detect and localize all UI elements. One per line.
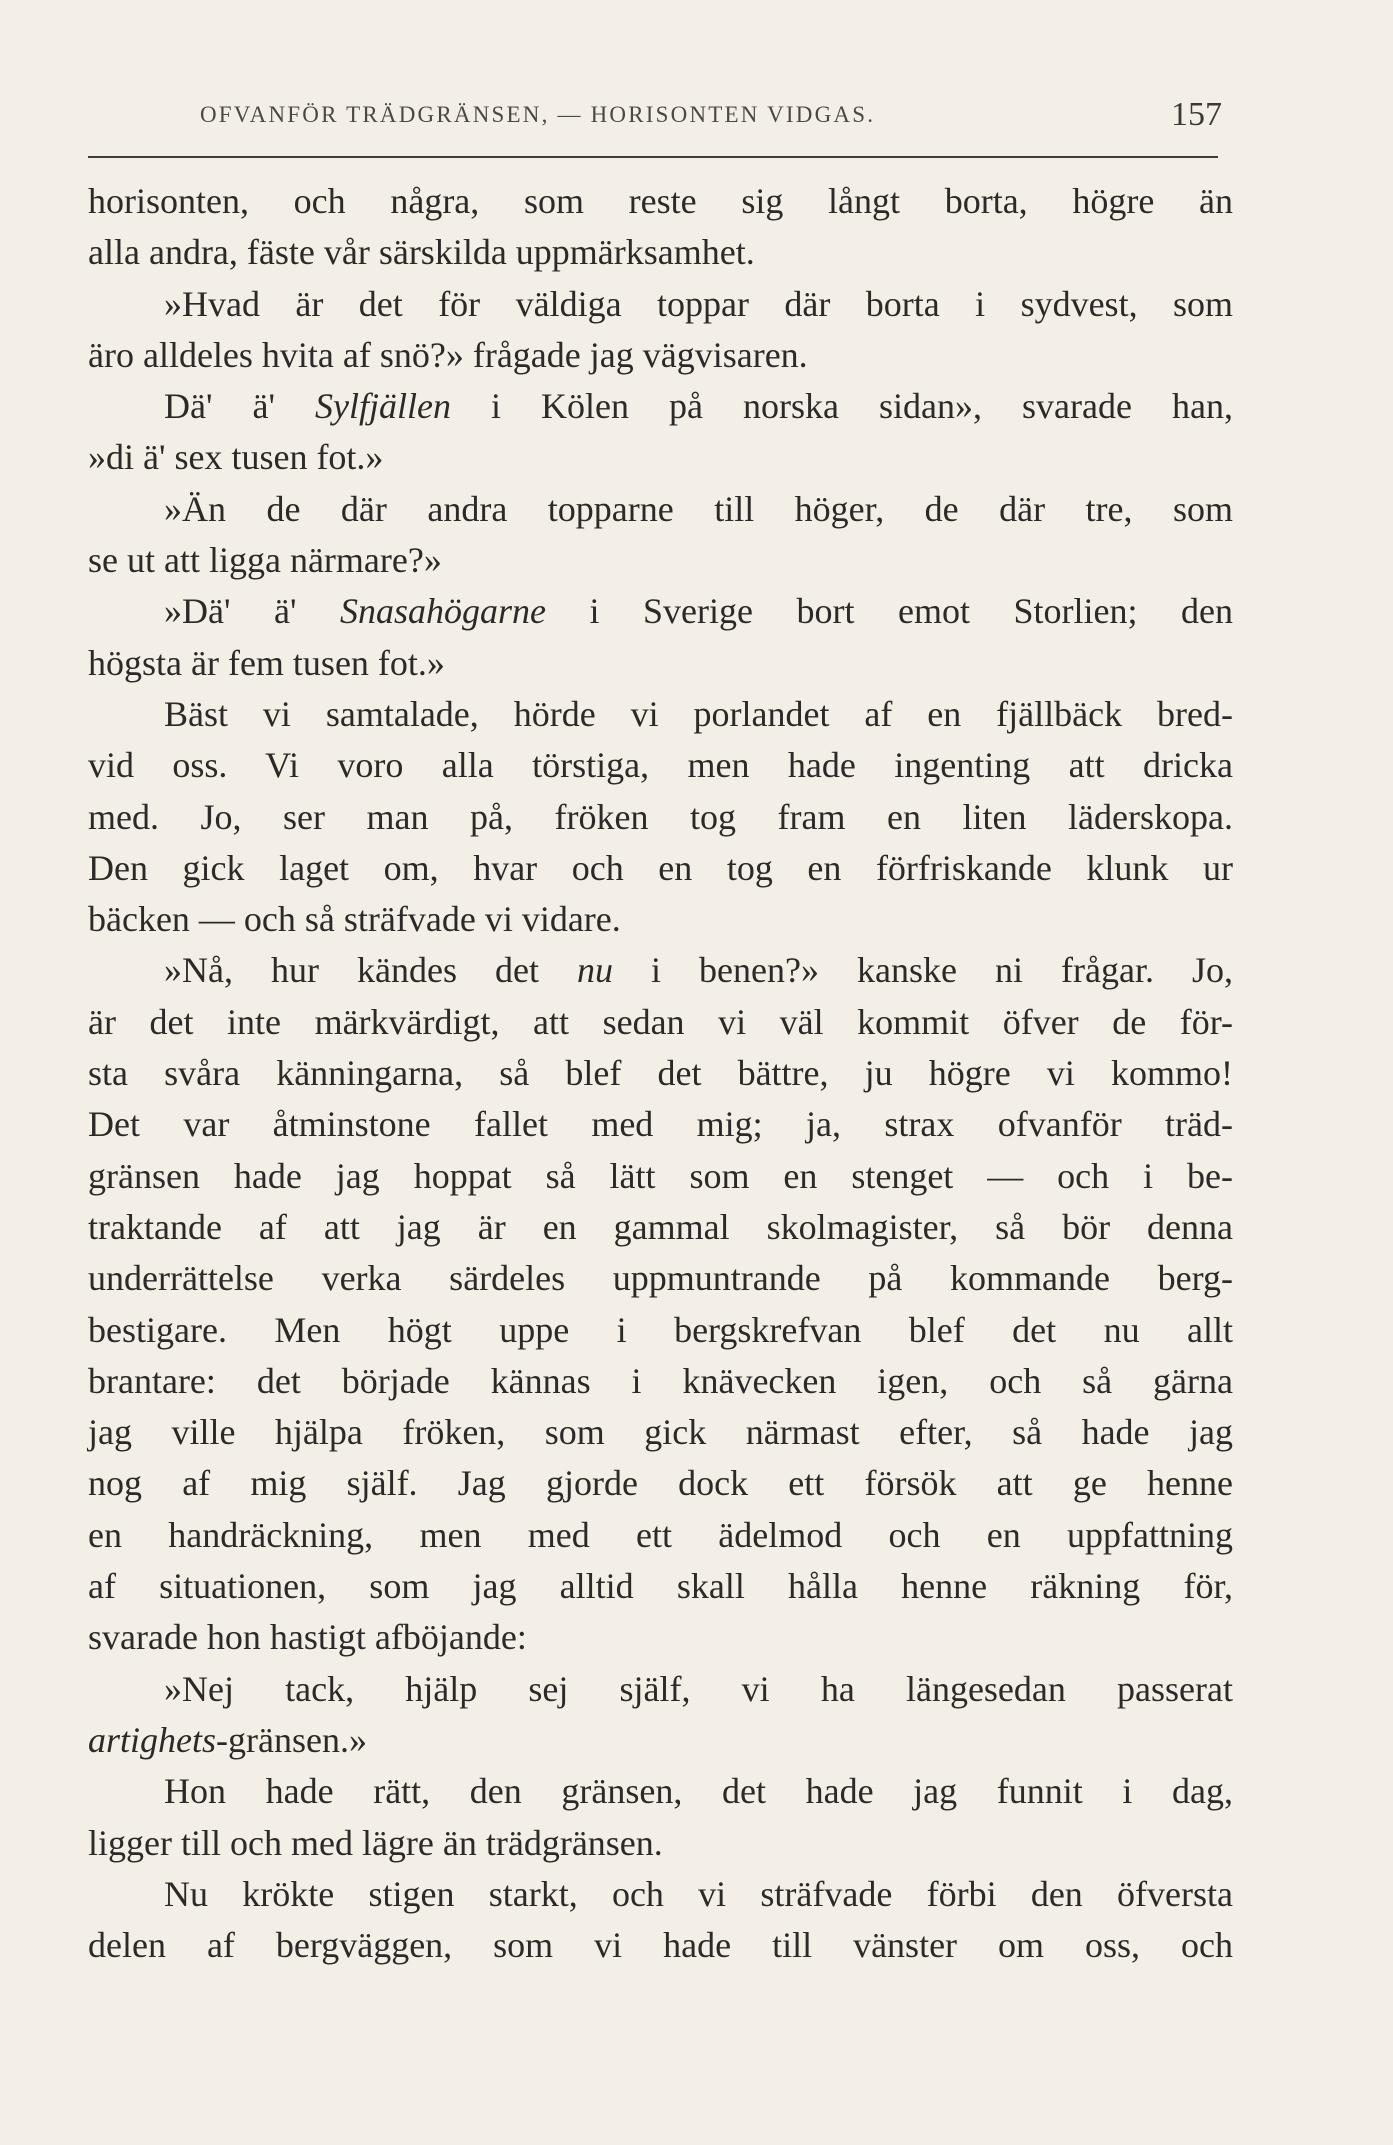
- header-rule: [88, 156, 1218, 158]
- text-line: [88, 432, 1233, 483]
- running-head: OFVANFÖR TRÄDGRÄNSEN, — HORISONTEN VIDGAS.: [200, 102, 876, 127]
- text-span: Nu krökte stigen starkt, och vi sträfvade förbi den öfversta: [164, 1873, 1233, 1914]
- text-line: [88, 1766, 1233, 1817]
- text-line: [88, 535, 1233, 586]
- text-line: [88, 1458, 1233, 1509]
- text-span: »Än de där andra topparne till höger, de där tre, som: [164, 488, 1233, 529]
- text-span: med. Jo, ser man på, fröken tog fram en liten läderskopa.: [88, 796, 1233, 837]
- text-line: [88, 279, 1233, 330]
- text-span: Bäst vi samtalade, hörde vi porlandet af en fjällbäck bred-: [164, 693, 1233, 734]
- text-line: [88, 1561, 1233, 1612]
- text-line: [88, 1151, 1233, 1202]
- text-line: [88, 1048, 1233, 1099]
- text-span: sta svåra känningarna, så blef det bättre, ju högre vi kommo!: [88, 1053, 1233, 1094]
- text-span: traktande af att jag är en gammal skolmagister, så bör denna: [88, 1206, 1233, 1247]
- text-span: »di ä' sex tusen fot.»: [88, 437, 384, 478]
- text-span: »Hvad är det för väldiga toppar där borta i sydvest, som: [164, 283, 1233, 324]
- italic-text: nu: [577, 950, 613, 991]
- text-span: svarade hon hastigt afböjande:: [88, 1617, 527, 1658]
- text-line: [88, 176, 1233, 227]
- text-span: Den gick laget om, hvar och en tog en förfriskande klunk ur: [88, 847, 1233, 888]
- text-span: är det inte märkvärdigt, att sedan vi väl kommit öfver de för-: [88, 1001, 1233, 1042]
- text-line: [88, 843, 1233, 894]
- text-span: underrättelse verka särdeles uppmuntrande på kommande berg-: [88, 1258, 1233, 1299]
- text-span: äro alldeles hvita af snö?» frågade jag vägvisaren.: [88, 334, 808, 375]
- text-span: delen af bergväggen, som vi hade till vänster om oss, och: [88, 1925, 1233, 1966]
- text-line: [88, 1305, 1233, 1356]
- text-line: [88, 1510, 1233, 1561]
- text-line: [88, 1612, 1233, 1663]
- text-span: i Sverige bort emot Storlien; den: [545, 591, 1233, 632]
- text-span: brantare: det började kännas i knävecken igen, och så gärna: [88, 1360, 1233, 1401]
- text-span: jag ville hjälpa fröken, som gick närmast efter, så hade jag: [88, 1412, 1233, 1453]
- text-span: i benen?» kanske ni frågar. Jo,: [613, 950, 1233, 991]
- text-line: [88, 586, 1233, 637]
- text-line: [88, 1202, 1233, 1253]
- text-line: [88, 484, 1233, 535]
- text-span: »Dä' ä': [164, 591, 340, 632]
- text-span: »Nå, hur kändes det: [164, 950, 577, 991]
- text-line: [88, 1869, 1233, 1920]
- text-span: nog af mig själf. Jag gjorde dock ett försök att ge henne: [88, 1463, 1233, 1504]
- text-span: bäcken — och så sträfvade vi vidare.: [88, 899, 621, 940]
- page-header: [88, 98, 1238, 144]
- text-line: [88, 330, 1233, 381]
- text-line: [88, 792, 1233, 843]
- text-span: Det var åtminstone fallet med mig; ja, strax ofvanför träd-: [88, 1104, 1233, 1145]
- text-span: en handräckning, men med ett ädelmod och en uppfattning: [88, 1514, 1233, 1555]
- text-line: [88, 638, 1233, 689]
- text-span: ligger till och med lägre än trädgränsen.: [88, 1822, 663, 1863]
- text-line: [88, 689, 1233, 740]
- text-span: »Nej tack, hjälp sej själf, vi ha längesedan passerat: [164, 1668, 1233, 1709]
- text-span: -gränsen.»: [216, 1719, 367, 1760]
- text-span: alla andra, fäste vår särskilda uppmärksamhet.: [88, 232, 755, 273]
- text-span: högsta är fem tusen fot.»: [88, 642, 445, 683]
- italic-text: artighets: [88, 1719, 217, 1760]
- text-span: Dä' ä': [164, 386, 315, 427]
- text-line: [88, 1099, 1233, 1150]
- text-line: [88, 1920, 1233, 1971]
- text-line: [88, 1818, 1233, 1869]
- text-span: af situationen, som jag alltid skall hålla henne räkning för,: [88, 1566, 1233, 1607]
- text-span: vid oss. Vi voro alla törstiga, men hade ingenting att dricka: [88, 745, 1233, 786]
- text-line: [88, 1356, 1233, 1407]
- text-line: [88, 1715, 1233, 1766]
- text-span: gränsen hade jag hoppat så lätt som en stenget — och i be-: [88, 1155, 1233, 1196]
- text-line: [88, 1253, 1233, 1304]
- text-line: [88, 740, 1233, 791]
- italic-text: Sylfjällen: [314, 386, 451, 427]
- text-line: [88, 1407, 1233, 1458]
- text-span: se ut att ligga närmare?»: [88, 540, 442, 581]
- text-line: [88, 945, 1233, 996]
- italic-text: Snasahögarne: [339, 591, 546, 632]
- text-line: [88, 1664, 1233, 1715]
- text-span: i Kölen på norska sidan», svarade han,: [450, 386, 1233, 427]
- body-text: [88, 176, 1233, 1971]
- text-line: [88, 894, 1233, 945]
- text-line: [88, 227, 1233, 278]
- text-span: horisonten, och några, som reste sig långt borta, högre än: [88, 181, 1233, 221]
- text-span: Hon hade rätt, den gränsen, det hade jag funnit i dag,: [164, 1771, 1233, 1812]
- page-number: 157: [1171, 96, 1222, 133]
- text-line: [88, 381, 1233, 432]
- text-line: [88, 997, 1233, 1048]
- text-span: bestigare. Men högt uppe i bergskrefvan blef det nu allt: [88, 1309, 1233, 1350]
